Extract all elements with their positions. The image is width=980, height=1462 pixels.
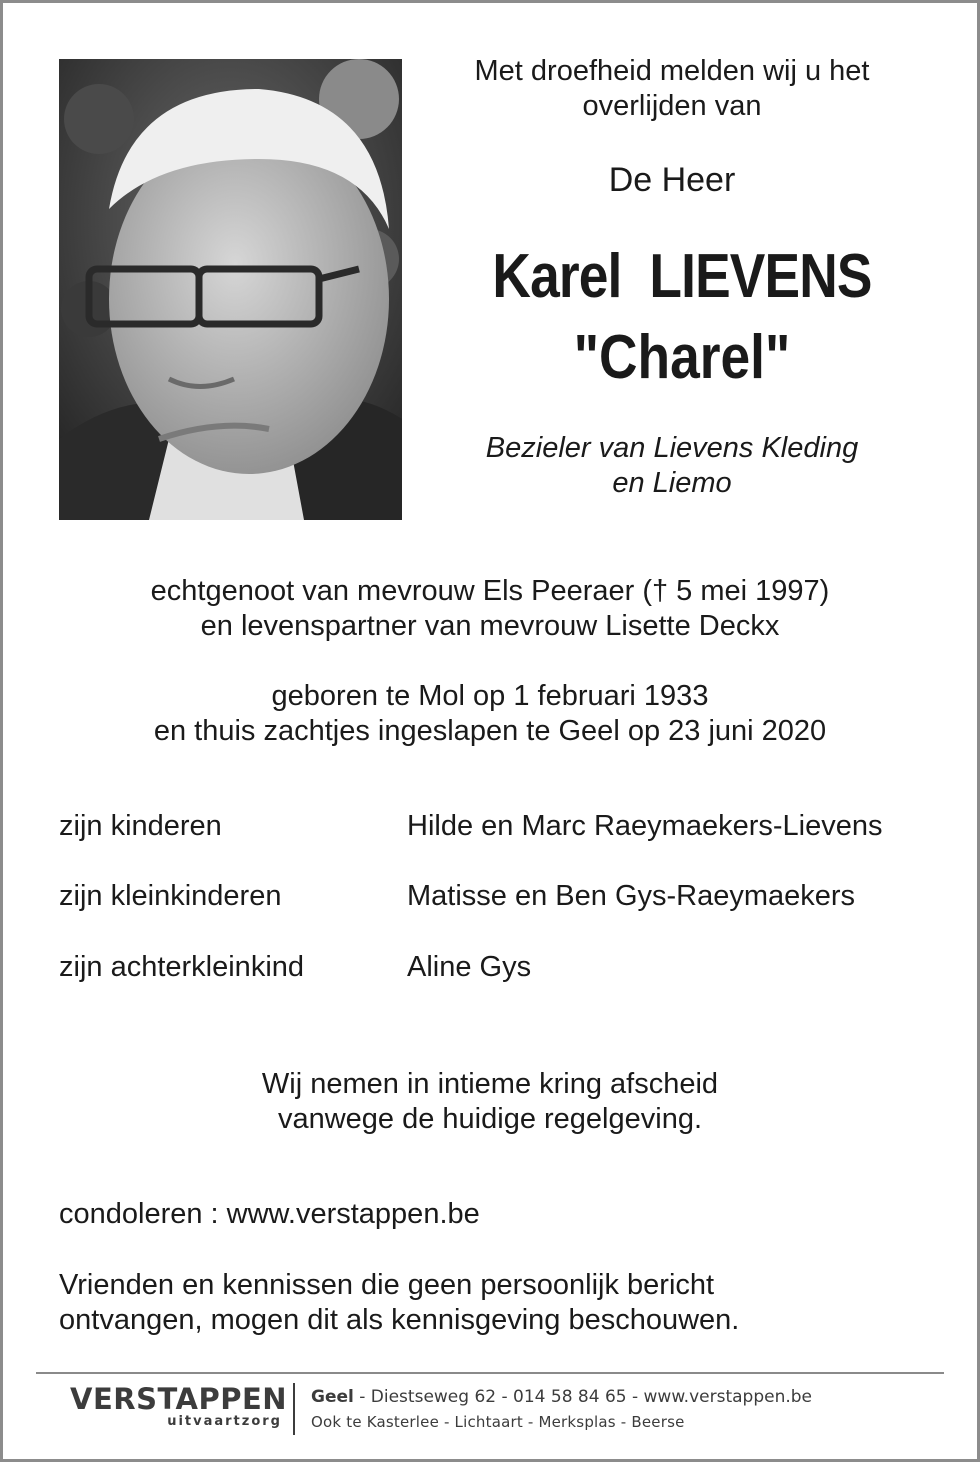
- died-line: en thuis zachtjes ingeslapen te Geel op 23 juni 2020: [153, 715, 827, 747]
- spouse-line-1: echtgenoot van mevrouw Els Peeraer († 5 mei 1997): [150, 575, 830, 607]
- family-names: Matisse en Ben Gys-Raeymaekers: [407, 880, 856, 912]
- family-relation: zijn kinderen: [59, 810, 222, 842]
- family-names: Aline Gys: [407, 951, 532, 983]
- farewell-line-1: Wij nemen in intieme kring afscheid: [261, 1068, 719, 1100]
- intro-line-2: overlijden van: [582, 90, 762, 122]
- footer-branches: Ook te Kasterlee - Lichtaart - Merksplas - Beerse: [311, 1413, 685, 1431]
- family-names: Hilde en Marc Raeymaekers-Lievens: [407, 810, 883, 842]
- role-description: [432, 431, 912, 501]
- family-relation: zijn achterkleinkind: [59, 951, 305, 983]
- honorific: De Heer: [608, 161, 736, 199]
- spouse-line-2: en levenspartner van mevrouw Lisette Deckx: [200, 610, 780, 642]
- spouse-paragraph: [40, 574, 940, 644]
- deceased-name: Karel LIEVENS: [492, 242, 872, 311]
- brand-name: VERSTAPPEN: [70, 1382, 288, 1416]
- notice-line-1: Vrienden en kennissen die geen persoonlijk bericht: [59, 1269, 715, 1301]
- role-line-2: en Liemo: [612, 467, 732, 499]
- born-line: geboren te Mol op 1 februari 1933: [271, 680, 709, 712]
- intro-text: [432, 54, 912, 124]
- footer-divider: [36, 1372, 944, 1374]
- role-line-1: Bezieler van Lievens Kleding: [485, 432, 859, 464]
- notice-paragraph: [59, 1268, 739, 1338]
- portrait-photo: [59, 59, 402, 520]
- footer-contact: [311, 1387, 812, 1407]
- footer-city: Geel: [311, 1387, 354, 1407]
- deceased-nickname: "Charel": [573, 323, 791, 392]
- condolences-text: condoleren : www.verstappen.be: [59, 1198, 480, 1230]
- life-dates-paragraph: [40, 679, 940, 749]
- footer-contact-details: - Diestseweg 62 - 014 58 84 65 - www.verstappen.be: [353, 1387, 812, 1407]
- intro-line-1: Met droefheid melden wij u het: [474, 55, 870, 87]
- brand-subtitle: uitvaartzorg: [167, 1414, 282, 1429]
- farewell-paragraph: [40, 1067, 940, 1137]
- brand-logo: [70, 1382, 288, 1430]
- farewell-line-2: vanwege de huidige regelgeving.: [277, 1103, 703, 1135]
- family-relation: zijn kleinkinderen: [59, 880, 282, 912]
- logo-separator: [293, 1383, 295, 1435]
- notice-line-2: ontvangen, mogen dit als kennisgeving beschouwen.: [59, 1304, 740, 1336]
